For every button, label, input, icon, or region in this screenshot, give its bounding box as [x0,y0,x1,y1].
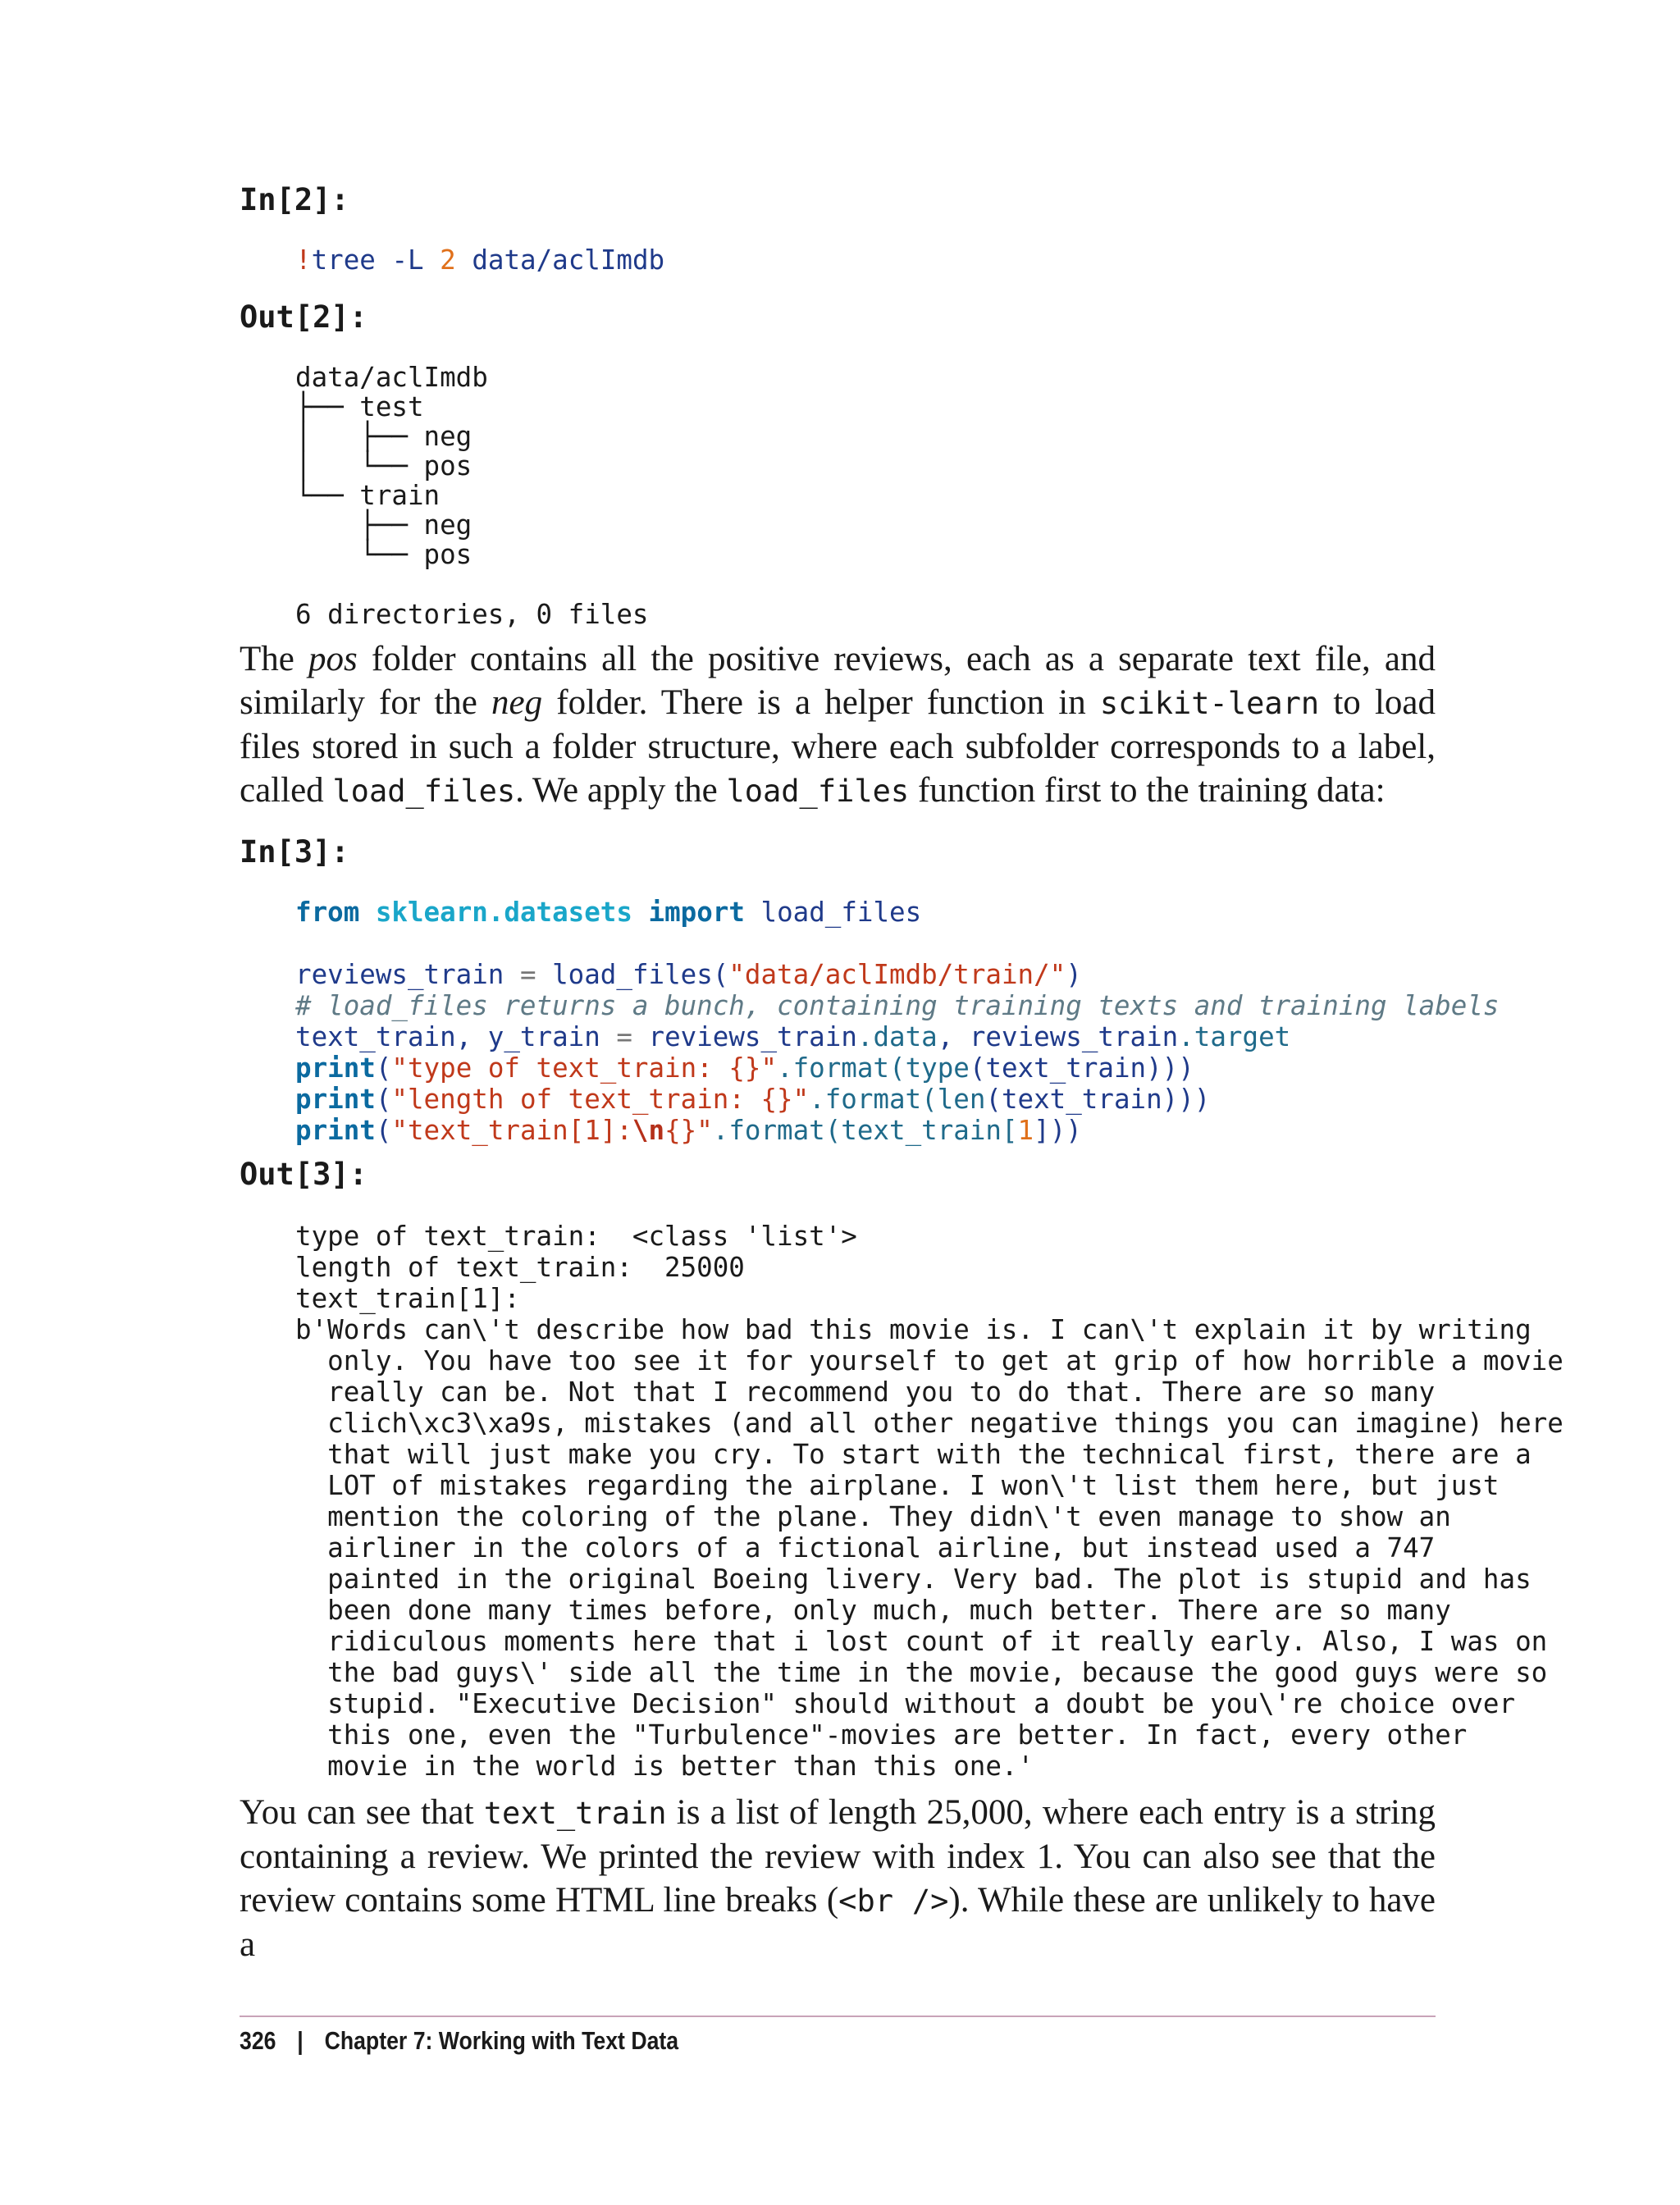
text-run: . We apply the [515,771,727,810]
output-line: ridiculous moments here that i lost count of it really early. Also, I was on [295,1626,1548,1657]
tree-line: └── pos [295,539,472,570]
punctuation: ( [375,1084,392,1115]
body-paragraph [240,637,1436,813]
python-code-cell [295,897,1500,1146]
inline-code: load_files [332,774,516,809]
text-run: folder. There is a helper function in [542,683,1100,722]
output-line: stupid. "Executive Decision" should without a doubt be you\'re choice over [295,1688,1516,1719]
identifier: reviews_train [648,1021,857,1052]
output-line: the bad guys\' side all the time in the movie, because the good guys were so [295,1657,1548,1688]
tree-summary: 6 directories, 0 files [295,599,649,630]
chapter-title: Chapter 7: Working with Text Data [324,2026,679,2055]
output-line: text_train[1]: [295,1283,520,1314]
string-literal: "length of text_train: {}" [391,1084,810,1115]
body-paragraph [240,1791,1436,1966]
operator: = [616,1021,632,1052]
operator: = [519,959,536,990]
output-line: movie in the world is better than this one.' [295,1751,1034,1782]
output-line: clich\xc3\xa9s, mistakes (and all other negative things you can imagine) here [295,1408,1564,1439]
escape-sequence: \n [632,1115,665,1146]
punctuation: ])) [1034,1115,1082,1146]
output-line: airliner in the colors of a fictional airline, but instead used a 747 [295,1532,1436,1564]
builtin: print [295,1084,376,1115]
inline-code: load_files [726,774,910,809]
page-footer [240,2026,678,2056]
tree-line: │ ├── neg [295,421,472,452]
inline-code: scikit-learn [1099,686,1320,721]
identifier: (text_train))) [985,1084,1211,1115]
builtin: print [295,1115,376,1146]
output-line: mention the coloring of the plane. They didn\'t even manage to show an [295,1501,1451,1532]
print-output [295,1221,1564,1782]
emphasis-pos: pos [308,640,358,678]
builtin: len [937,1084,986,1115]
method: .format(text_train[ [712,1115,1018,1146]
identifier: , reviews_train [937,1021,1179,1052]
output-line: type of text_train: <class 'list'> [295,1221,857,1252]
string-literal: {}" [664,1115,713,1146]
builtin: print [295,1052,376,1084]
cell-output-label: Out[2]: [240,299,368,335]
identifier: load_files [760,897,922,928]
string-literal: "type of text_train: {}" [391,1052,778,1084]
attribute: .data [856,1021,938,1052]
string-literal: "text_train[1]: [391,1115,632,1146]
builtin: type [905,1052,970,1084]
method: .format( [777,1052,906,1084]
string-literal: "data/aclImdb/train/" [728,959,1066,990]
punctuation: ( [375,1052,392,1084]
number-literal: 1 [1017,1115,1034,1146]
module-name: sklearn.datasets [375,897,632,928]
output-line: only. You have too see it for yourself to get at grip of how horrible a movie [295,1345,1564,1376]
text-run: The [240,640,309,678]
inline-code: <br /> [838,1883,949,1919]
emphasis-neg: neg [491,683,543,722]
footer-separator: | [297,2026,304,2055]
inline-code: text_train [483,1796,667,1831]
attribute: .target [1178,1021,1291,1052]
shell-path: data/aclImdb [472,244,665,276]
text-run: is a list of length 25,000, where each entry is a string containing a review. We printed the review with index 1. You can also see that the review contains some HTML line breaks ( [240,1793,1436,1920]
directory-tree-output [295,363,488,569]
cell-input-label: In[2]: [240,182,349,217]
identifier: text_train, y_train [295,1021,600,1052]
shell-bang: ! [295,244,312,276]
cell-output-label: Out[3]: [240,1157,368,1192]
footer-rule [240,2016,1436,2017]
keyword: from [295,897,360,928]
output-line: this one, even the "Turbulence"-movies are better. In fact, every other [295,1719,1468,1751]
identifier: (text_train))) [969,1052,1194,1084]
output-line: really can be. Not that I recommend you to do that. There are so many [295,1376,1436,1408]
method: .format( [809,1084,938,1115]
punctuation: ) [1066,959,1082,990]
text-run: ). While these are unlikely to have a [240,1881,1436,1964]
output-line: LOT of mistakes regarding the airplane. I won\'t list them here, but just [295,1470,1500,1501]
output-line: that will just make you cry. To start with the technical first, there are a [295,1439,1532,1470]
output-line: length of text_train: 25000 [295,1252,745,1283]
tree-line: │ └── pos [295,450,472,482]
page-number: 326 [240,2026,276,2055]
tree-line: data/aclImdb [295,362,488,393]
identifier: load_files( [552,959,729,990]
tree-command-code [295,244,664,276]
tree-line: └── train [295,480,441,511]
text-run: function first to the training data: [909,771,1386,810]
output-line: b'Words can\'t describe how bad this movie is. I can\'t explain it by writing [295,1314,1532,1345]
keyword: import [648,897,745,928]
cell-input-label: In[3]: [240,834,349,870]
shell-flag: -L [391,244,424,276]
output-line: been done many times before, only much, much better. There are so many [295,1595,1451,1626]
text-run: to load files stored in such a folder structure, where each subfolder corresponds to a label, called [240,683,1436,810]
output-line: painted in the original Boeing livery. Very bad. The plot is stupid and has [295,1564,1532,1595]
shell-command: tree [311,244,376,276]
tree-line: ├── test [295,391,424,422]
tree-line: ├── neg [295,509,472,541]
punctuation: ( [375,1115,392,1146]
shell-number: 2 [440,244,456,276]
identifier: reviews_train [295,959,504,990]
text-run: You can see that [240,1793,484,1832]
text-run: folder contains all the positive reviews, each as a separate text file, and similarly for the [240,640,1436,722]
code-comment: # load_files returns a bunch, containing training texts and training labels [295,990,1500,1021]
